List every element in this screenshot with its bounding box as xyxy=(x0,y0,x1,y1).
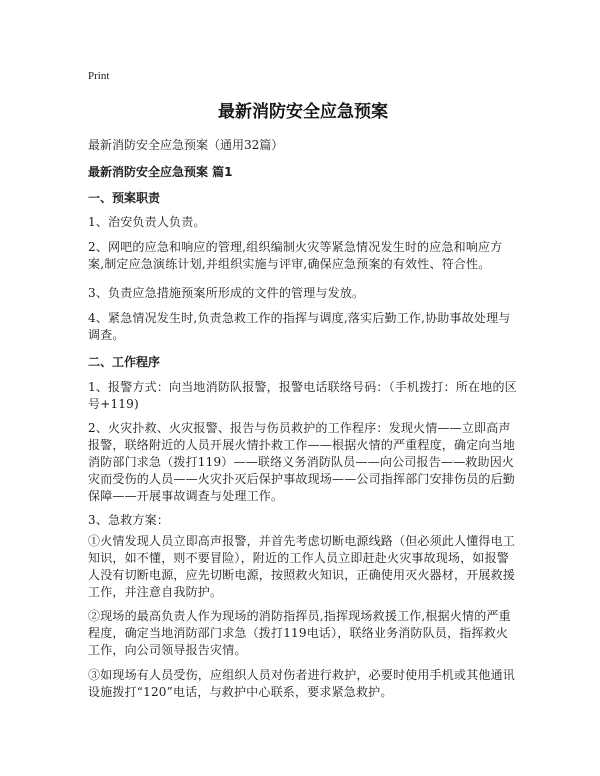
paragraph: 1、报警方式：向当地消防队报警，报警电话联络号码：（手机拨打：所在地的区号+119) xyxy=(88,380,517,411)
paragraph: 1、治安负责人负责。 xyxy=(88,215,206,229)
paragraph: 2、火灾扑救、火灾报警、报告与伤员救护的工作程序：发现火情——立即高声报警，联络附近的人员开展火情扑救工作——根据火情的严重程度，确定向当地消防部门求急（拨打119）——联络义务消防队员——向公司报告——救助因火灾而受伤的人员——火灾扑灭后保护事故现场——公司指挥部门安排伤员的后勤保障——开展事故调查与处理工作。 xyxy=(88,421,516,503)
paragraph: 3、负责应急措施预案所形成的文件的管理与发放。 xyxy=(88,286,365,300)
section-heading-duties: 一、预案职责 xyxy=(88,191,161,205)
chapter-title: 最新消防安全应急预案 篇1 xyxy=(88,165,233,179)
paragraph: 2、网吧的应急和响应的管理,组织编制火灾等紧急情况发生时的应急和响应方案,制定应急演练计划,并组织实施与评审,确保应急预案的有效性、符合性。 xyxy=(88,240,503,271)
document-subtitle: 最新消防安全应急预案（通用32篇） xyxy=(88,138,284,152)
paragraph: ③如现场有人员受伤，应组织人员对伤者进行救护，必要时使用手机或其他通讯设施拨打“120”电话，与救护中心联系，要求紧急救护。 xyxy=(88,668,516,699)
paragraph: 4、紧急情况发生时,负责急救工作的指挥与调度,落实后勤工作,协助事故处理与调查。 xyxy=(88,311,511,342)
document-title: 最新消防安全应急预案 xyxy=(218,102,388,122)
paragraph: 3、急救方案： xyxy=(88,513,170,527)
paragraph: ①火情发现人员立即高声报警，并首先考虑切断电源线路（但必须此人懂得电工知识，如不懂，则不要冒险），附近的工作人员立即赶赴火灾事故现场，如报警人没有切断电源，应先切断电源，按照救火知识，正确使用灭火器材，开展救援工作，并注意自我防护。 xyxy=(88,534,516,599)
paragraph: ②现场的最高负责人作为现场的消防指挥员,指挥现场救援工作,根据火情的严重程度，确定当地消防部门求急（拨打119电话），联络业务消防队员，指挥救火工作，向公司领导报告灾情。 xyxy=(88,609,511,657)
section-heading-procedure: 二、工作程序 xyxy=(88,355,161,369)
print-label: Print xyxy=(88,70,110,82)
